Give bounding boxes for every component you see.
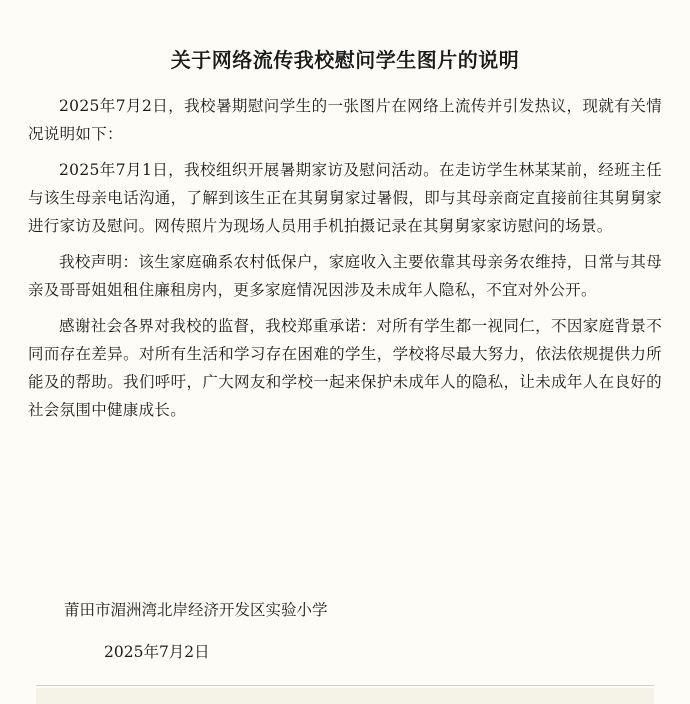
document-body	[28, 92, 662, 432]
paragraph-statement: 我校声明：该生家庭确系农村低保户，家庭收入主要依靠其母亲务农维持，日常与其母亲及哥哥姐姐租住廉租房内，更多家庭情况因涉及未成年人隐私，不宜对外公开。	[28, 253, 662, 299]
paragraph-visit-details: 2025年7月1日，我校组织开展暑期家访及慰问活动。在走访学生林某某前，经班主任与该生母亲电话沟通，了解到该生正在其舅舅家过暑假，即与其母亲商定直接前往其舅舅家进行家访及慰问。网传照片为现场人员用手机拍摄记录在其舅舅家家访慰问的场景。	[28, 161, 662, 235]
paragraph-commitment: 感谢社会各界对我校的监督，我校郑重承诺：对所有学生都一视同仁，不因家庭背景不同而存在差异。对所有生活和学习存在困难的学生，学校将尽最大努力，依法依规提供力所能及的帮助。我们呼吁，广大网友和学校一起来保护未成年人的隐私，让未成年人在良好的社会氛围中健康成长。	[28, 317, 662, 419]
signature-date: 2025年7月2日	[104, 643, 210, 661]
paragraph-intro: 2025年7月2日，我校暑期慰问学生的一张图片在网络上流传并引发热议，现就有关情况说明如下：	[28, 97, 662, 143]
footer-band	[36, 688, 654, 704]
signature-organization: 莆田市湄洲湾北岸经济开发区实验小学	[64, 601, 328, 619]
footer-divider	[36, 685, 654, 686]
document-title: 关于网络流传我校慰问学生图片的说明	[170, 48, 520, 72]
